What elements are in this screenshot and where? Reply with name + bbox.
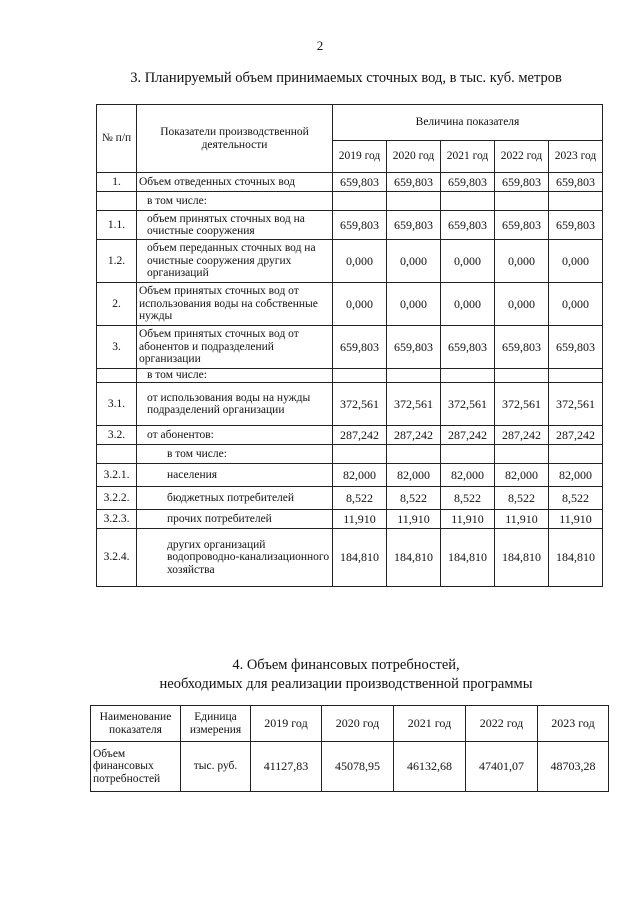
- row-value: [441, 445, 495, 464]
- table-row: [97, 369, 603, 383]
- col-header-num: № п/п: [97, 105, 137, 173]
- row-value: 659,803: [387, 211, 441, 240]
- row-value: [441, 369, 495, 383]
- row-value: 82,000: [387, 464, 441, 487]
- row-value: 11,910: [441, 510, 495, 529]
- row-unit: тыс. руб.: [181, 742, 251, 792]
- row-number: 3.2.2.: [97, 487, 137, 510]
- row-indicator: Объем принятых сточных вод от использования воды на собственные нужды: [137, 283, 333, 326]
- row-value: 47401,07: [466, 742, 538, 792]
- row-value: 0,000: [441, 283, 495, 326]
- table-row: [97, 426, 603, 445]
- row-number: 3.2.: [97, 426, 137, 445]
- table-row: [97, 192, 603, 211]
- row-value: [441, 192, 495, 211]
- table-row: [97, 529, 603, 587]
- table-row: [91, 742, 609, 792]
- row-number: 3.2.1.: [97, 464, 137, 487]
- financial-needs-table: [90, 705, 609, 792]
- col-header-year: 2022 год: [495, 141, 549, 173]
- col-header-year: 2023 год: [549, 141, 603, 173]
- row-value: 659,803: [333, 173, 387, 192]
- row-value: 8,522: [495, 487, 549, 510]
- row-value: 287,242: [495, 426, 549, 445]
- table-row: [97, 487, 603, 510]
- col-header-value-group: Величина показателя: [333, 105, 603, 141]
- row-indicator: от использования воды на нужды подразделений организации: [137, 383, 333, 426]
- row-value: 659,803: [441, 211, 495, 240]
- row-number: 3.2.4.: [97, 529, 137, 587]
- row-value: 0,000: [495, 240, 549, 283]
- row-value: 659,803: [441, 173, 495, 192]
- row-value: [495, 192, 549, 211]
- row-number: 3.: [97, 326, 137, 369]
- row-value: 659,803: [333, 211, 387, 240]
- row-value: 8,522: [549, 487, 603, 510]
- col-header-indicator: Показатели производственной деятельности: [137, 105, 333, 173]
- row-value: 287,242: [441, 426, 495, 445]
- row-value: 287,242: [549, 426, 603, 445]
- row-value: 11,910: [549, 510, 603, 529]
- wastewater-volume-table: [96, 104, 603, 587]
- row-indicator: объем принятых сточных вод на очистные сооружения: [137, 211, 333, 240]
- row-indicator: в том числе:: [137, 369, 333, 383]
- row-value: 82,000: [333, 464, 387, 487]
- col-header-year: 2021 год: [394, 706, 466, 742]
- row-value: 11,910: [333, 510, 387, 529]
- row-value: 8,522: [387, 487, 441, 510]
- row-value: 11,910: [387, 510, 441, 529]
- row-number: [97, 369, 137, 383]
- row-value: 11,910: [495, 510, 549, 529]
- row-value: 184,810: [387, 529, 441, 587]
- col-header-year: 2021 год: [441, 141, 495, 173]
- row-indicator: в том числе:: [137, 445, 333, 464]
- row-value: 659,803: [387, 326, 441, 369]
- table-row: [97, 240, 603, 283]
- row-number: 3.2.3.: [97, 510, 137, 529]
- row-value: 372,561: [549, 383, 603, 426]
- row-value: [333, 445, 387, 464]
- col-header-unit: Единица измерения: [181, 706, 251, 742]
- table-row: [97, 464, 603, 487]
- row-value: 372,561: [495, 383, 549, 426]
- col-header-year: 2019 год: [251, 706, 322, 742]
- page-number: 2: [316, 38, 324, 53]
- row-value: 372,561: [387, 383, 441, 426]
- row-value: 0,000: [441, 240, 495, 283]
- row-indicator: объем переданных сточных вод на очистные сооружения других организаций: [137, 240, 333, 283]
- section4-title-line1: 4. Объем финансовых потребностей,: [232, 657, 460, 673]
- row-value: [333, 192, 387, 211]
- row-number: 3.1.: [97, 383, 137, 426]
- col-header-year: 2019 год: [333, 141, 387, 173]
- row-value: 8,522: [333, 487, 387, 510]
- row-value: 0,000: [549, 240, 603, 283]
- row-indicator: Объем отведенных сточных вод: [137, 173, 333, 192]
- row-number: 1.: [97, 173, 137, 192]
- row-value: 0,000: [387, 283, 441, 326]
- row-value: [333, 369, 387, 383]
- col-header-year: 2022 год: [466, 706, 538, 742]
- col-header-year: 2023 год: [538, 706, 609, 742]
- row-value: 45078,95: [322, 742, 394, 792]
- row-indicator: населения: [137, 464, 333, 487]
- row-value: 659,803: [387, 173, 441, 192]
- row-indicator: бюджетных потребителей: [137, 487, 333, 510]
- section4-title-line2: необходимых для реализации производственной программы: [159, 676, 533, 692]
- table-row: [97, 283, 603, 326]
- table-row: [97, 445, 603, 464]
- row-value: 0,000: [387, 240, 441, 283]
- row-value: 82,000: [495, 464, 549, 487]
- col-header-indicator: Наименование показателя: [91, 706, 181, 742]
- table-row: [97, 173, 603, 192]
- row-value: [387, 369, 441, 383]
- table-row: [97, 326, 603, 369]
- row-value: 287,242: [387, 426, 441, 445]
- row-value: 48703,28: [538, 742, 609, 792]
- row-value: 659,803: [333, 326, 387, 369]
- row-value: 659,803: [549, 211, 603, 240]
- row-number: 2.: [97, 283, 137, 326]
- row-indicator: Объем финансовых потребностей: [91, 742, 181, 792]
- row-value: [549, 369, 603, 383]
- row-number: 1.2.: [97, 240, 137, 283]
- table-row: [97, 211, 603, 240]
- row-value: [549, 192, 603, 211]
- row-value: 46132,68: [394, 742, 466, 792]
- row-value: 659,803: [495, 211, 549, 240]
- row-indicator: от абонентов:: [137, 426, 333, 445]
- row-indicator: Объем принятых сточных вод от абонентов и подразделений организации: [137, 326, 333, 369]
- row-value: 372,561: [333, 383, 387, 426]
- row-value: [387, 192, 441, 211]
- row-number: [97, 445, 137, 464]
- table-row: [97, 510, 603, 529]
- row-value: 184,810: [441, 529, 495, 587]
- row-indicator: других организаций водопроводно-канализационного хозяйства: [137, 529, 333, 587]
- row-value: 82,000: [441, 464, 495, 487]
- col-header-year: 2020 год: [387, 141, 441, 173]
- row-value: [549, 445, 603, 464]
- row-value: 659,803: [441, 326, 495, 369]
- section4-title: [96, 656, 596, 694]
- row-number: 1.1.: [97, 211, 137, 240]
- row-value: [495, 445, 549, 464]
- row-value: [495, 369, 549, 383]
- row-value: 0,000: [333, 240, 387, 283]
- row-indicator: в том числе:: [137, 192, 333, 211]
- table-row: [97, 383, 603, 426]
- section3-title: 3. Планируемый объем принимаемых сточных вод, в тыс. куб. метров: [130, 70, 562, 86]
- row-value: 372,561: [441, 383, 495, 426]
- row-value: 659,803: [549, 173, 603, 192]
- row-value: 0,000: [333, 283, 387, 326]
- row-value: 659,803: [495, 173, 549, 192]
- row-value: 0,000: [549, 283, 603, 326]
- row-value: 659,803: [549, 326, 603, 369]
- row-value: 41127,83: [251, 742, 322, 792]
- row-value: 659,803: [495, 326, 549, 369]
- row-value: 82,000: [549, 464, 603, 487]
- row-value: [387, 445, 441, 464]
- row-value: 184,810: [495, 529, 549, 587]
- row-value: 184,810: [549, 529, 603, 587]
- row-indicator: прочих потребителей: [137, 510, 333, 529]
- row-number: [97, 192, 137, 211]
- row-value: 0,000: [495, 283, 549, 326]
- col-header-year: 2020 год: [322, 706, 394, 742]
- row-value: 184,810: [333, 529, 387, 587]
- row-value: 8,522: [441, 487, 495, 510]
- row-value: 287,242: [333, 426, 387, 445]
